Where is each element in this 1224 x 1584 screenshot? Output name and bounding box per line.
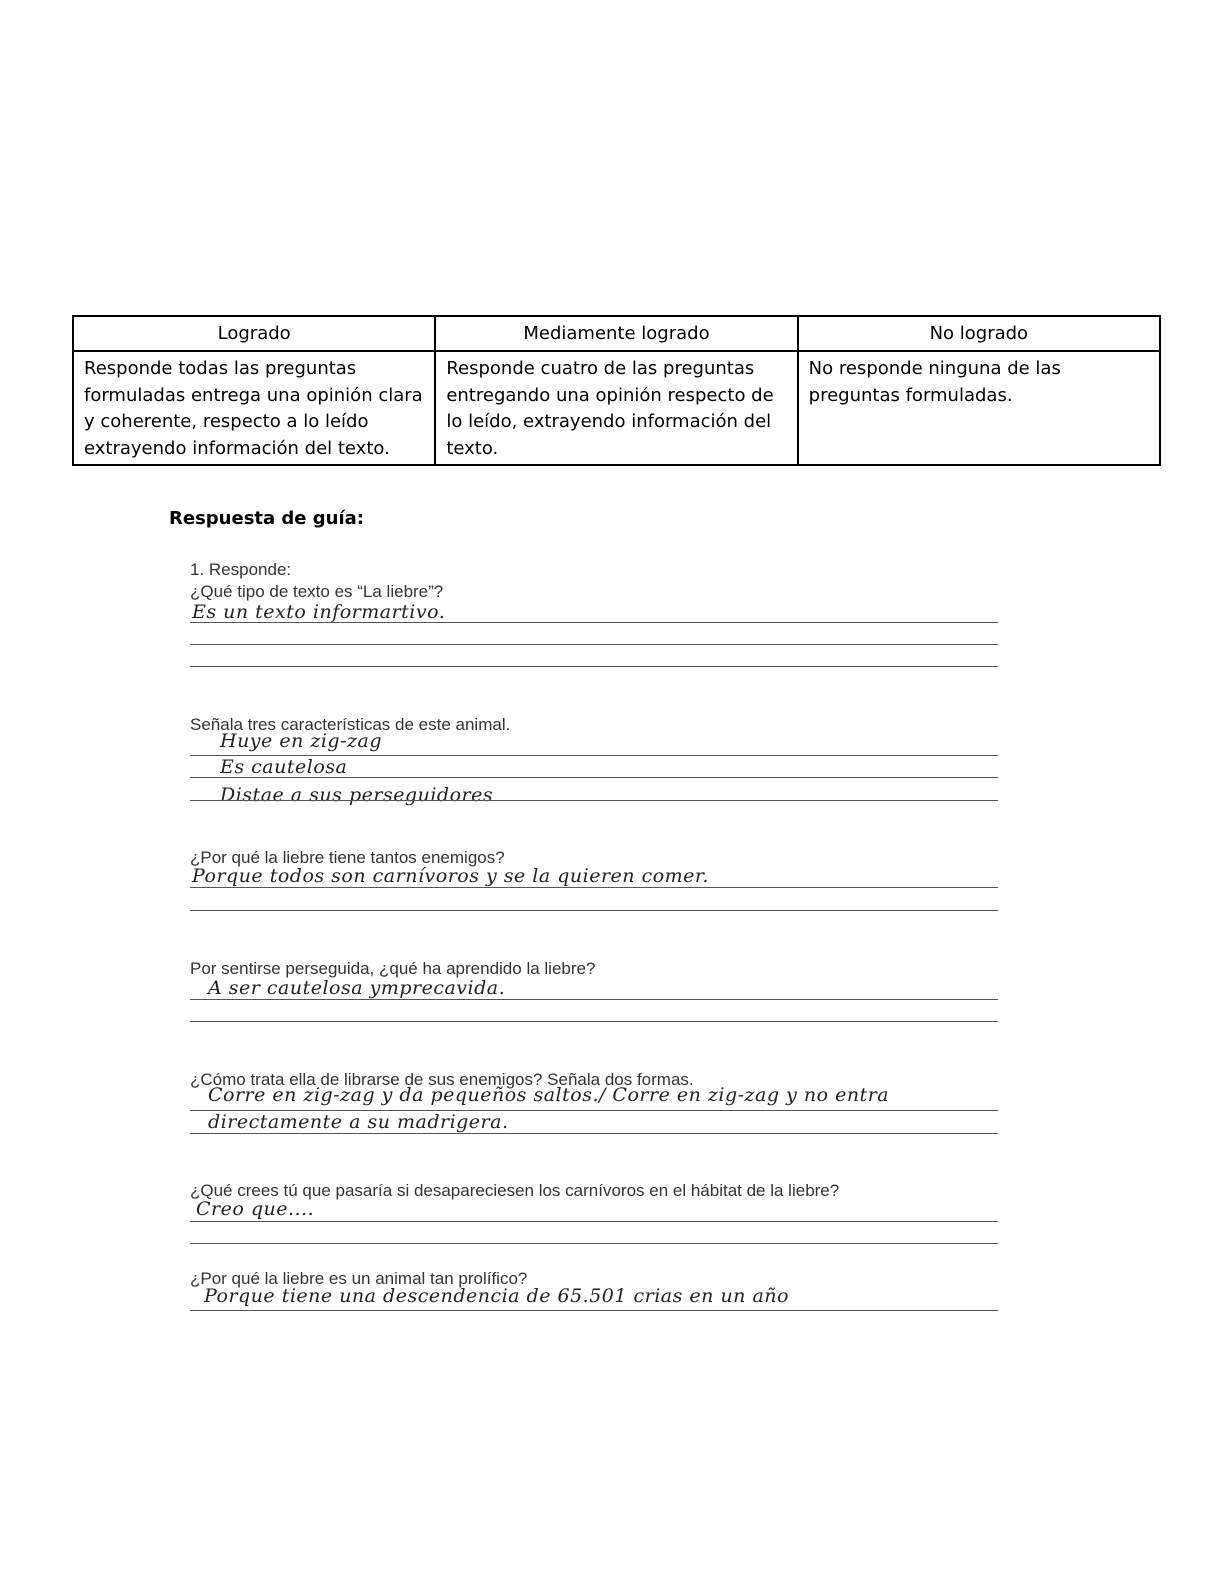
answer-5-1: Corre en zig-zag y da pequeños saltos./ Corre en zig-zag y no entra (208, 1084, 890, 1106)
answer-6-1: Creo que.... (196, 1198, 315, 1220)
rubric-cell-mediamente-logrado: Responde cuatro de las preguntas entregando una opinión respecto de lo leído, extrayendo información del texto. (435, 351, 797, 465)
answer-line (190, 666, 998, 667)
answer-7-1: Porque tiene una descendencia de 65.501 crias en un año (204, 1285, 789, 1307)
answer-1-1: Es un texto informartivo. (192, 601, 446, 623)
answer-4-1: A ser cautelosa ymprecavida. (208, 977, 506, 999)
rubric-cell-no-logrado: No responde ninguna de las preguntas formuladas. (798, 351, 1160, 465)
answer-line (190, 887, 998, 888)
worksheet-intro: 1. Responde: (190, 560, 292, 579)
question-5: ¿Cómo trata ella de librarse de sus enemigos? Señala dos formas. (190, 1070, 694, 1089)
question-7: ¿Por qué la liebre es un animal tan prolífico? (190, 1269, 528, 1288)
question-6: ¿Qué crees tú que pasaría si desapareciesen los carnívoros en el hábitat de la liebre? (190, 1181, 840, 1200)
rubric-header-mediamente-logrado: Mediamente logrado (435, 316, 797, 351)
question-4: Por sentirse perseguida, ¿qué ha aprendido la liebre? (190, 959, 596, 978)
answer-line (190, 1221, 998, 1222)
question-1: ¿Qué tipo de texto es “La liebre”? (190, 582, 444, 601)
answer-2-3: Distae a sus perseguidores (220, 784, 494, 806)
answer-line (190, 622, 998, 623)
answer-2-1: Huye en zig-zag (220, 730, 383, 752)
answer-3-1: Porque todos son carnívoros y se la quieren comer. (192, 865, 709, 887)
answer-2-2: Es cautelosa (220, 756, 348, 778)
question-3: ¿Por qué la liebre tiene tantos enemigos? (190, 848, 505, 867)
answer-line (190, 910, 998, 911)
answer-line (190, 644, 998, 645)
answer-line (190, 800, 998, 801)
rubric-cell-logrado: Responde todas las preguntas formuladas entrega una opinión clara y coherente, respecto a lo leído extrayendo información del texto. (73, 351, 435, 465)
answer-line (190, 777, 998, 778)
answer-line (190, 1133, 998, 1134)
answer-line (190, 1021, 998, 1022)
rubric-header-no-logrado: No logrado (798, 316, 1160, 351)
question-2: Señala tres características de este animal. (190, 715, 511, 734)
answer-5-2: directamente a su madrigera. (208, 1111, 509, 1133)
answer-line (190, 1310, 998, 1311)
answer-line (190, 999, 998, 1000)
answer-line (190, 1243, 998, 1244)
section-title: Respuesta de guía: (169, 508, 364, 529)
rubric-header-logrado: Logrado (73, 316, 435, 351)
